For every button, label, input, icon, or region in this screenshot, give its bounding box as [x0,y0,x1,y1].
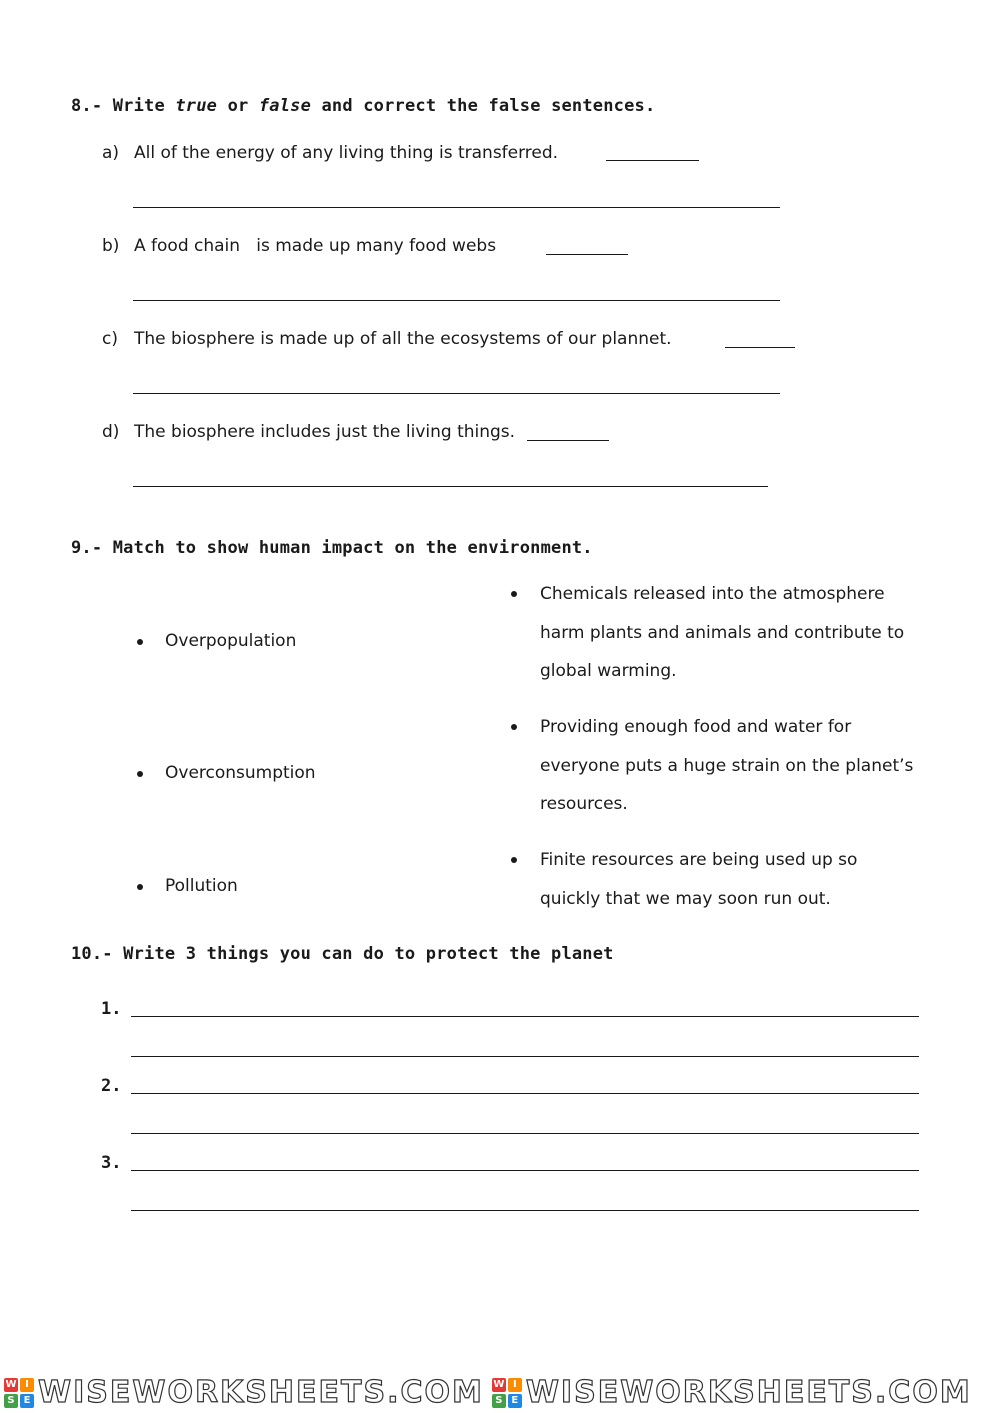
item-text: All of the energy of any living thing is transferred. [134,143,559,163]
q8-number: 8.- [71,96,103,116]
right-item[interactable]: Providing enough food and water for everyone puts a huge strain on the planet’s resources. [540,717,914,814]
logo-letter: S [492,1394,506,1408]
item-label: a) [102,143,120,163]
q8-item-c [102,329,672,349]
logo-text: WISEWORKSHEETS.COM [525,1375,972,1410]
correction-line[interactable] [133,300,780,301]
watermark-logo [4,1372,484,1413]
right-item[interactable]: Finite resources are being used up so quickly that we may soon run out. [540,850,858,909]
logo-letter: S [4,1394,18,1408]
watermark-logo [492,1372,972,1413]
item-text: A food chain is made up many food webs [134,236,497,256]
right-item[interactable]: Chemicals released into the atmosphere harm plants and animals and contribute to global warming. [540,584,905,681]
true-false-blank[interactable] [725,347,795,348]
true-false-blank[interactable] [527,440,609,441]
q9-heading: 9.- Match to show human impact on the environment. [71,538,593,558]
logo-letter: I [508,1378,522,1392]
left-item[interactable]: Pollution [165,876,238,896]
bullet-icon [137,884,143,890]
correction-line[interactable] [133,393,780,394]
logo-letter: E [508,1394,522,1408]
item-text: The biosphere is made up of all the ecosystems of our plannet. [134,329,672,349]
q8-heading-true: true [175,96,218,116]
bullet-icon [511,591,517,597]
logo-letter: I [20,1378,34,1392]
bullet-icon [137,771,143,777]
answer-line[interactable] [131,1093,919,1094]
answer-line[interactable] [131,1133,919,1134]
q8-item-b [102,236,496,256]
q8-item-d [102,422,515,442]
q8-heading-or: or [227,96,249,116]
correction-line[interactable] [133,486,768,487]
bullet-icon [137,639,143,645]
q8-heading-pre: Write [112,96,165,116]
left-item[interactable]: Overpopulation [165,631,297,651]
answer-number: 1. [101,999,122,1019]
logo-letter: W [493,1379,505,1390]
answer-line[interactable] [131,1016,919,1017]
q8-heading-false: false [258,96,312,116]
logo-letter: W [5,1379,17,1390]
logo-text: WISEWORKSHEETS.COM [38,1375,484,1410]
q8-heading [71,96,655,116]
footer-watermark [0,1372,1000,1413]
q8-item-a [102,143,558,163]
item-label: b) [102,236,120,256]
left-item[interactable]: Overconsumption [165,763,316,783]
logo-letter: E [20,1394,34,1408]
answer-line[interactable] [131,1210,919,1211]
logo-grid-icon [4,1378,34,1408]
q8-heading-post: and correct the false sentences. [321,96,656,116]
bullet-icon [511,724,517,730]
q10-heading: 10.- Write 3 things you can do to protect the planet [71,944,614,964]
item-label: d) [102,422,120,442]
answer-number: 2. [101,1076,122,1096]
true-false-blank[interactable] [546,254,628,255]
item-text: The biosphere includes just the living things. [134,422,516,442]
item-label: c) [102,329,118,349]
answer-line[interactable] [131,1170,919,1171]
logo-grid-icon [492,1378,522,1408]
true-false-blank[interactable] [606,160,699,161]
correction-line[interactable] [133,207,780,208]
bullet-icon [511,857,517,863]
answer-line[interactable] [131,1056,919,1057]
answer-number: 3. [101,1153,122,1173]
